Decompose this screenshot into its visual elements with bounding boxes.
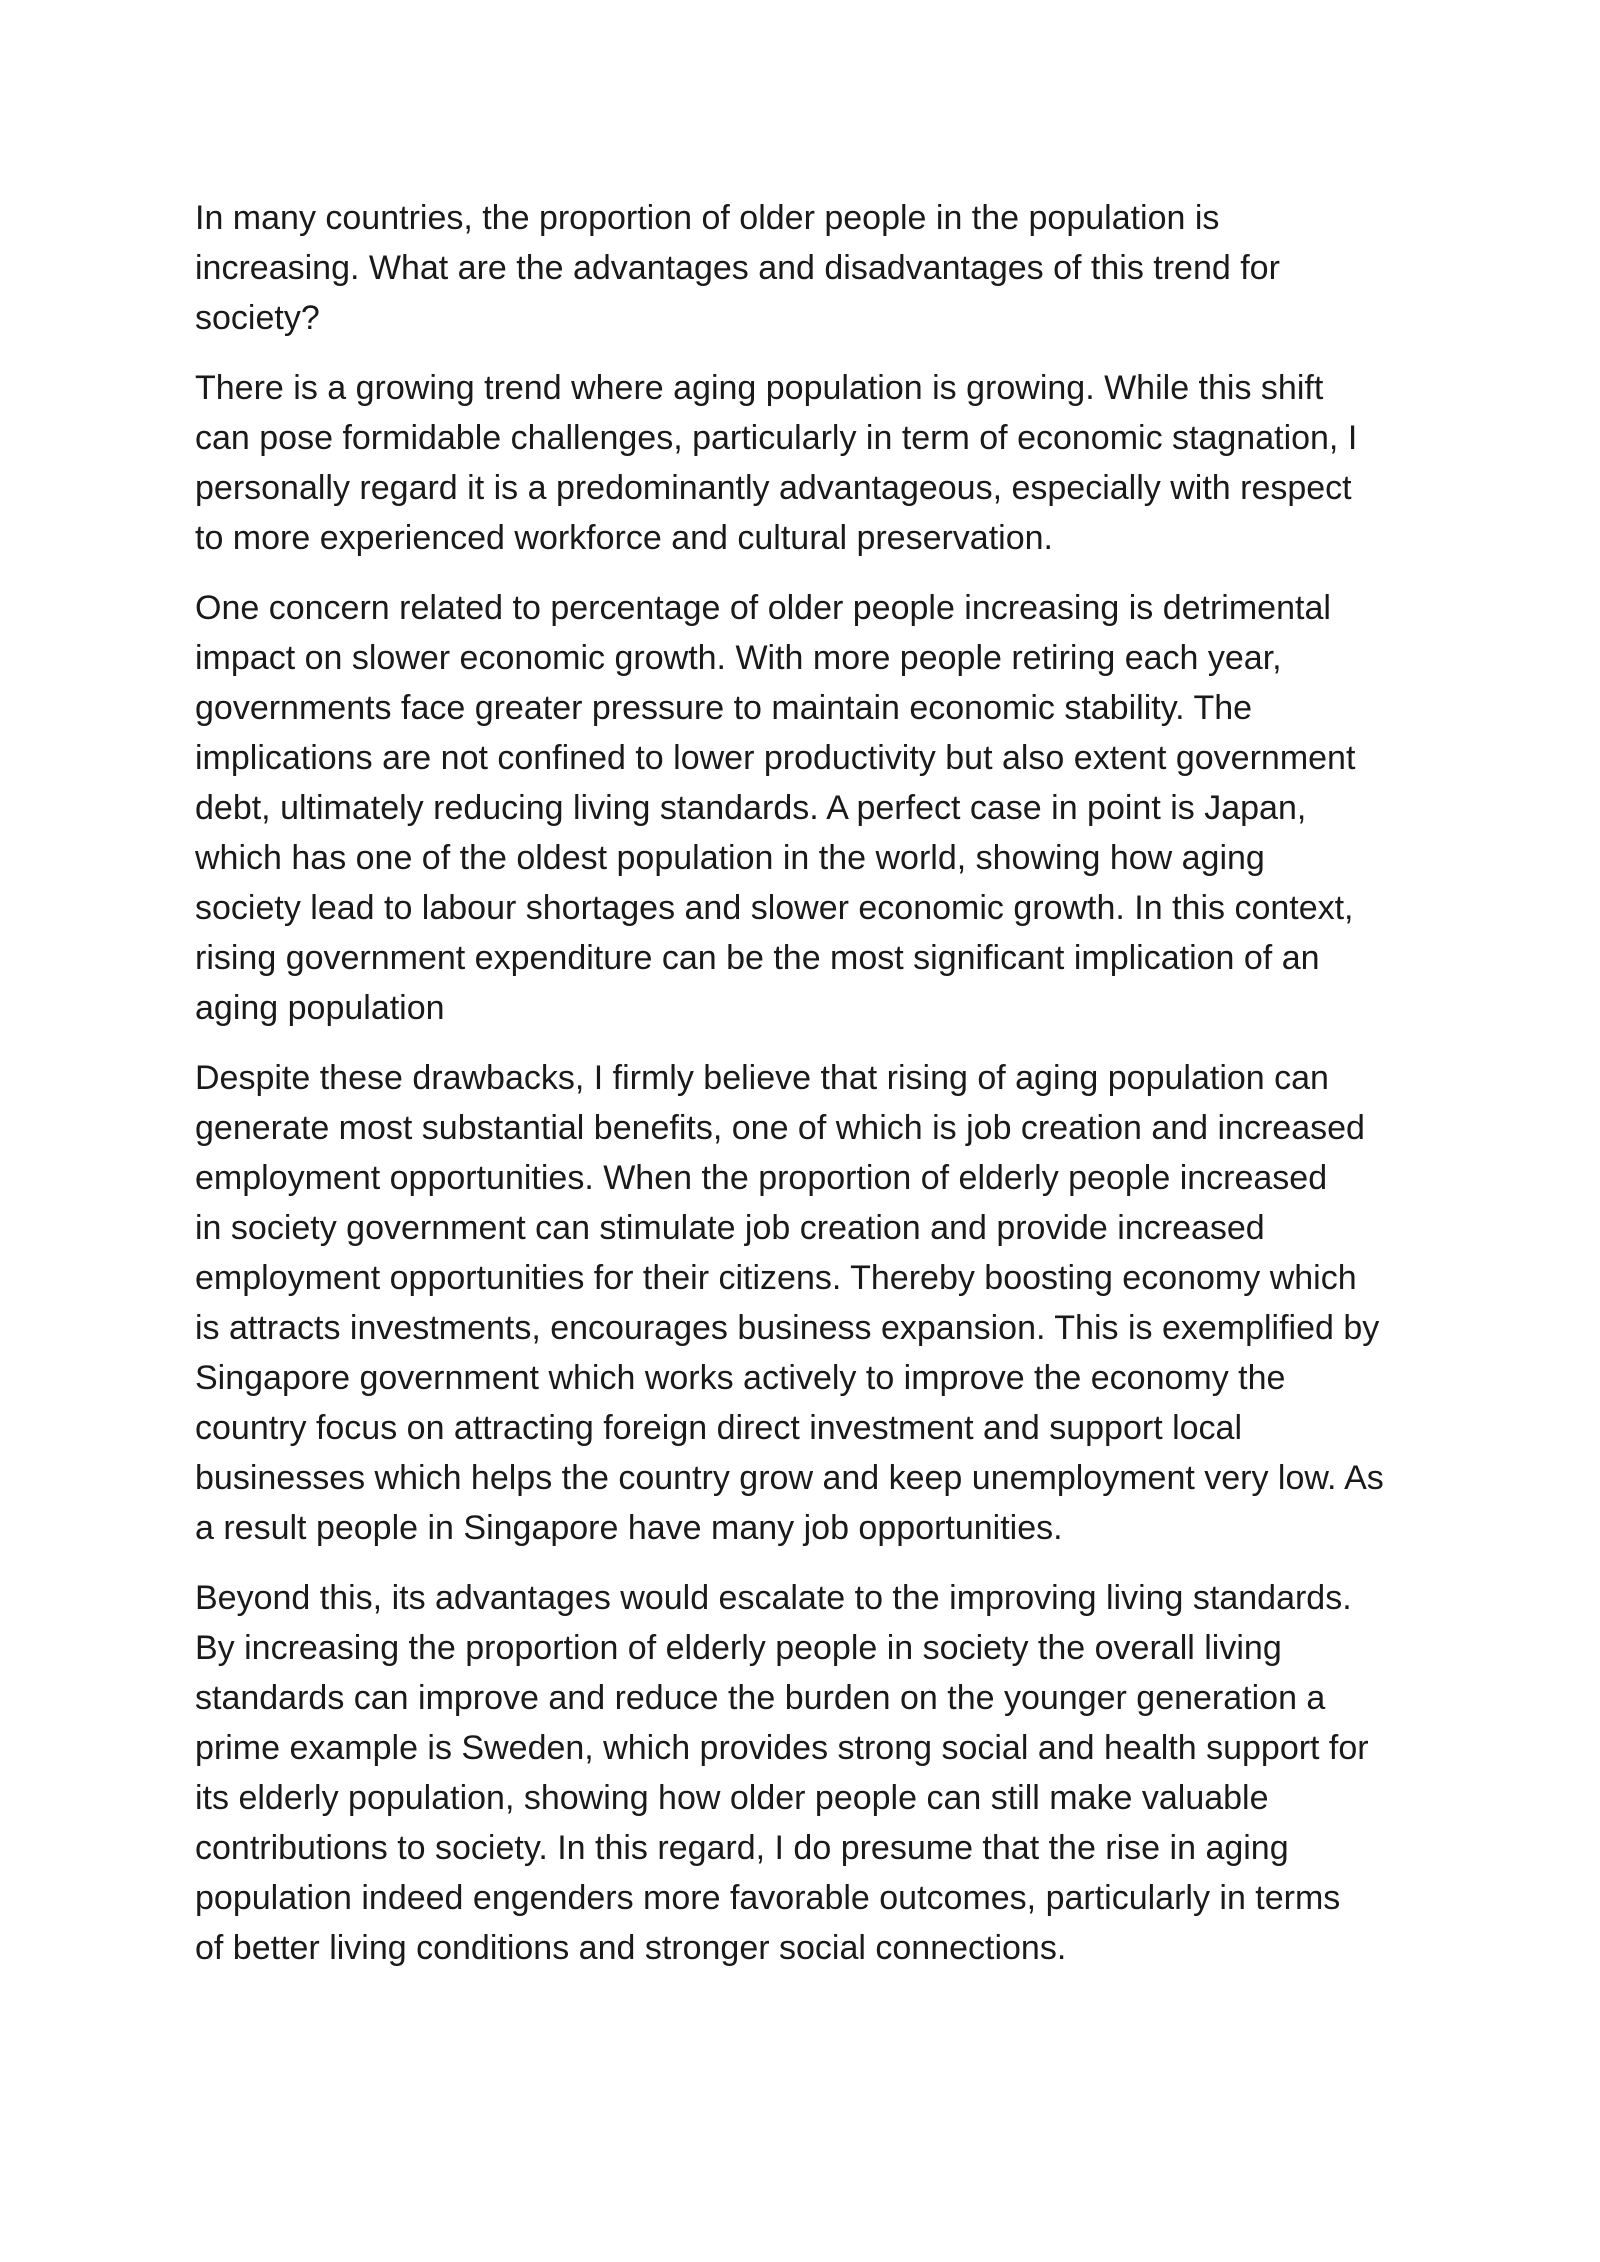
conclusion-line: contributions to society. In this regard, I do presume that the rise in aging [195,1829,1289,1867]
body-line: aging population [195,989,445,1027]
essay-prompt-line: In many countries, the proportion of older people in the population is [195,199,1220,237]
essay-prompt-line: society? [195,299,320,337]
body-line: businesses which helps the country grow and keep unemployment very low. As [195,1459,1384,1497]
introduction-line: to more experienced workforce and cultural preservation. [195,519,1053,557]
conclusion-line: standards can improve and reduce the burden on the younger generation a [195,1679,1326,1717]
body-line: rising government expenditure can be the most significant implication of an [195,939,1320,977]
introduction-line: There is a growing trend where aging population is growing. While this shift [195,369,1324,407]
body-paragraph-advantages [195,1053,1425,1553]
document-body [195,193,1425,1973]
body-line: One concern related to percentage of older people increasing is detrimental [195,589,1331,627]
conclusion-line: Beyond this, its advantages would escalate to the improving living standards. [195,1579,1352,1617]
body-line: governments face greater pressure to maintain economic stability. The [195,689,1253,727]
conclusion-line: population indeed engenders more favorable outcomes, particularly in terms [195,1879,1341,1917]
body-paragraph-disadvantages [195,583,1425,1033]
body-line: generate most substantial benefits, one of which is job creation and increased [195,1109,1365,1147]
introduction-line: can pose formidable challenges, particularly in term of economic stagnation, I [195,419,1358,457]
body-line: implications are not confined to lower productivity but also extent government [195,739,1356,777]
conclusion-line: of better living conditions and stronger social connections. [195,1929,1067,1967]
body-line: in society government can stimulate job creation and provide increased [195,1209,1265,1247]
introduction-paragraph [195,363,1425,563]
introduction-line: personally regard it is a predominantly advantageous, especially with respect [195,469,1352,507]
body-line: country focus on attracting foreign direct investment and support local [195,1409,1243,1447]
body-line: is attracts investments, encourages business expansion. This is exemplified by [195,1309,1380,1347]
body-line: Singapore government which works actively to improve the economy the [195,1359,1286,1397]
body-line: employment opportunities. When the proportion of elderly people increased [195,1159,1328,1197]
essay-prompt-paragraph [195,193,1425,343]
body-line: which has one of the oldest population in the world, showing how aging [195,839,1265,877]
body-line: a result people in Singapore have many job opportunities. [195,1509,1063,1547]
body-line: debt, ultimately reducing living standards. A perfect case in point is Japan, [195,789,1307,827]
body-line: society lead to labour shortages and slower economic growth. In this context, [195,889,1354,927]
conclusion-line: prime example is Sweden, which provides strong social and health support for [195,1729,1369,1767]
conclusion-line: its elderly population, showing how older people can still make valuable [195,1779,1269,1817]
conclusion-paragraph [195,1573,1425,1973]
body-line: impact on slower economic growth. With more people retiring each year, [195,639,1282,677]
body-line: employment opportunities for their citizens. Thereby boosting economy which [195,1259,1357,1297]
conclusion-line: By increasing the proportion of elderly people in society the overall living [195,1629,1282,1667]
body-line: Despite these drawbacks, I firmly believe that rising of aging population can [195,1059,1329,1097]
essay-prompt-line: increasing. What are the advantages and disadvantages of this trend for [195,249,1280,287]
